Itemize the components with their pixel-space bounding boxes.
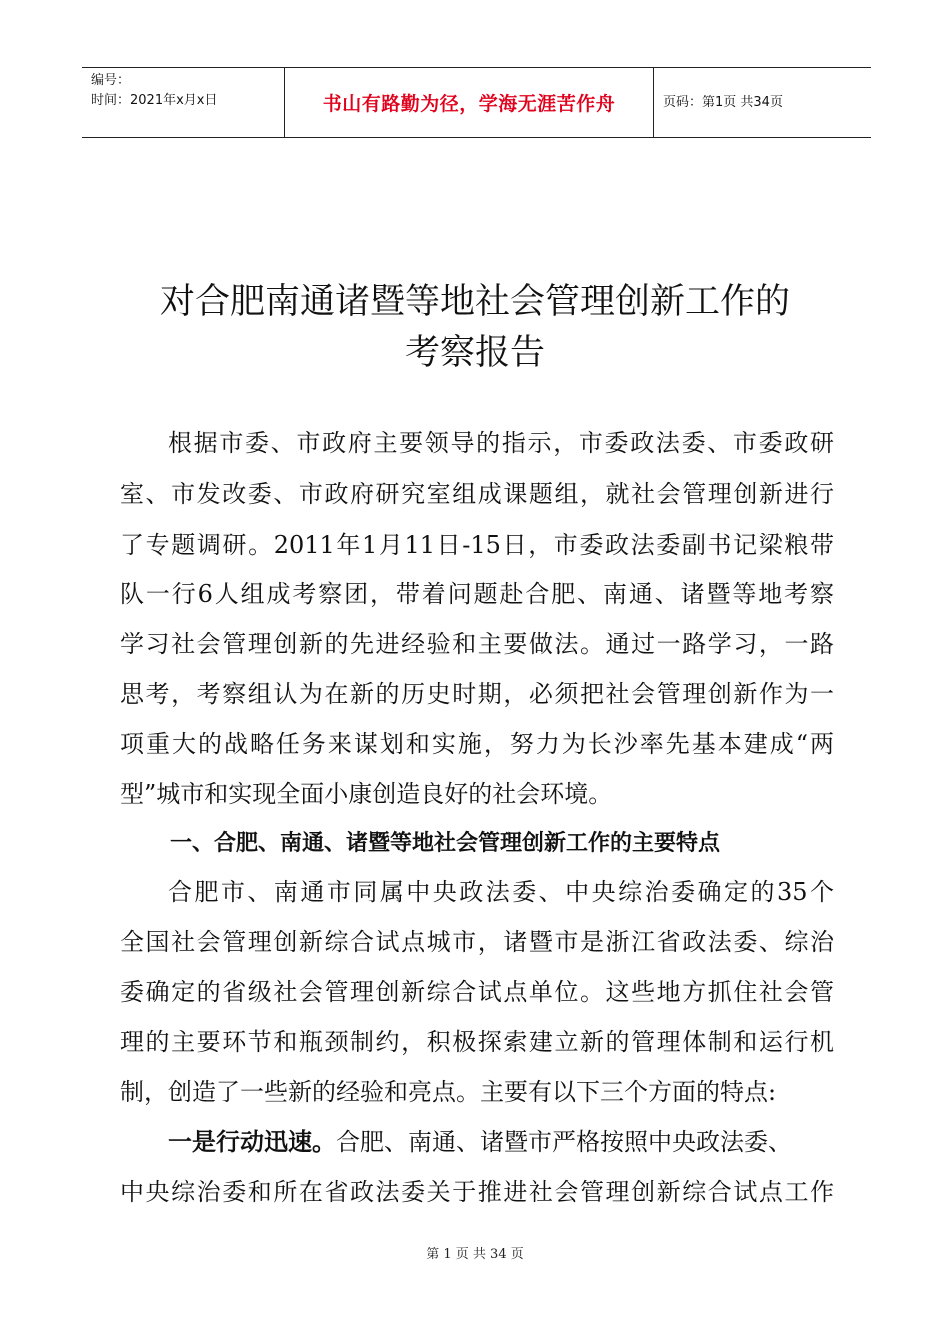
page-footer: 第 1 页 共 34 页	[426, 1247, 524, 1262]
document-header	[82, 67, 871, 138]
section-heading: 一、合肥、南通、诸暨等地社会管理创新工作的主要特点	[170, 831, 721, 856]
header-meta-cell	[82, 68, 285, 137]
document-title-line-1: 对合肥南通诸暨等地社会管理创新工作的	[159, 282, 790, 322]
paragraph-line: 制，创造了一些新的经验和亮点。主要有以下三个方面的特点:	[120, 1078, 777, 1106]
paragraph-line: 思考，考察组认为在新的历史时期，必须把社会管理创新作为一	[120, 680, 834, 708]
paragraph-line: 队一行6人组成考察团，带着问题赴合肥、南通、诸暨等地考察	[120, 580, 834, 608]
paragraph-text: 合肥、南通、诸暨市严格按照中央政法委、	[336, 1128, 792, 1156]
document-title-line-2: 考察报告	[404, 333, 545, 373]
paragraph-line: 合肥市、南通市同属中央政法委、中央综治委确定的35个	[168, 878, 834, 906]
paragraph-line: 理的主要环节和瓶颈制约，积极探索建立新的管理体制和运行机	[120, 1028, 834, 1056]
paragraph-line: 根据市委、市政府主要领导的指示，市委政法委、市委政研	[168, 429, 834, 457]
lead-phrase: 一是行动迅速。	[168, 1128, 336, 1156]
paragraph-line: 型”城市和实现全面小康创造良好的社会环境。	[120, 780, 613, 808]
document-time: 时间：2021年x月x日	[91, 93, 218, 108]
paragraph-line: 项重大的战略任务来谋划和实施，努力为长沙率先基本建成“两	[120, 730, 834, 758]
header-motto-cell	[285, 68, 654, 137]
paragraph-line: 室、市发改委、市政府研究室组成课题组，就社会管理创新进行	[120, 480, 834, 508]
header-motto: 书山有路勤为径，学海无涯苦作舟	[322, 93, 616, 115]
header-page-info: 页码：第1页 共34页	[663, 94, 783, 110]
paragraph-line	[168, 1127, 834, 1157]
paragraph-line: 中央综治委和所在省政法委关于推进社会管理创新综合试点工作	[120, 1178, 834, 1206]
document-number-label: 编号：	[91, 73, 131, 88]
header-page-cell	[654, 68, 871, 137]
paragraph-line: 学习社会管理创新的先进经验和主要做法。通过一路学习，一路	[120, 630, 834, 658]
paragraph-line: 全国社会管理创新综合试点城市，诸暨市是浙江省政法委、综治	[120, 928, 834, 956]
paragraph-line: 了专题调研。2011年1月11日-15日，市委政法委副书记梁粮带	[120, 531, 834, 559]
paragraph-line: 委确定的省级社会管理创新综合试点单位。这些地方抓住社会管	[120, 978, 834, 1006]
